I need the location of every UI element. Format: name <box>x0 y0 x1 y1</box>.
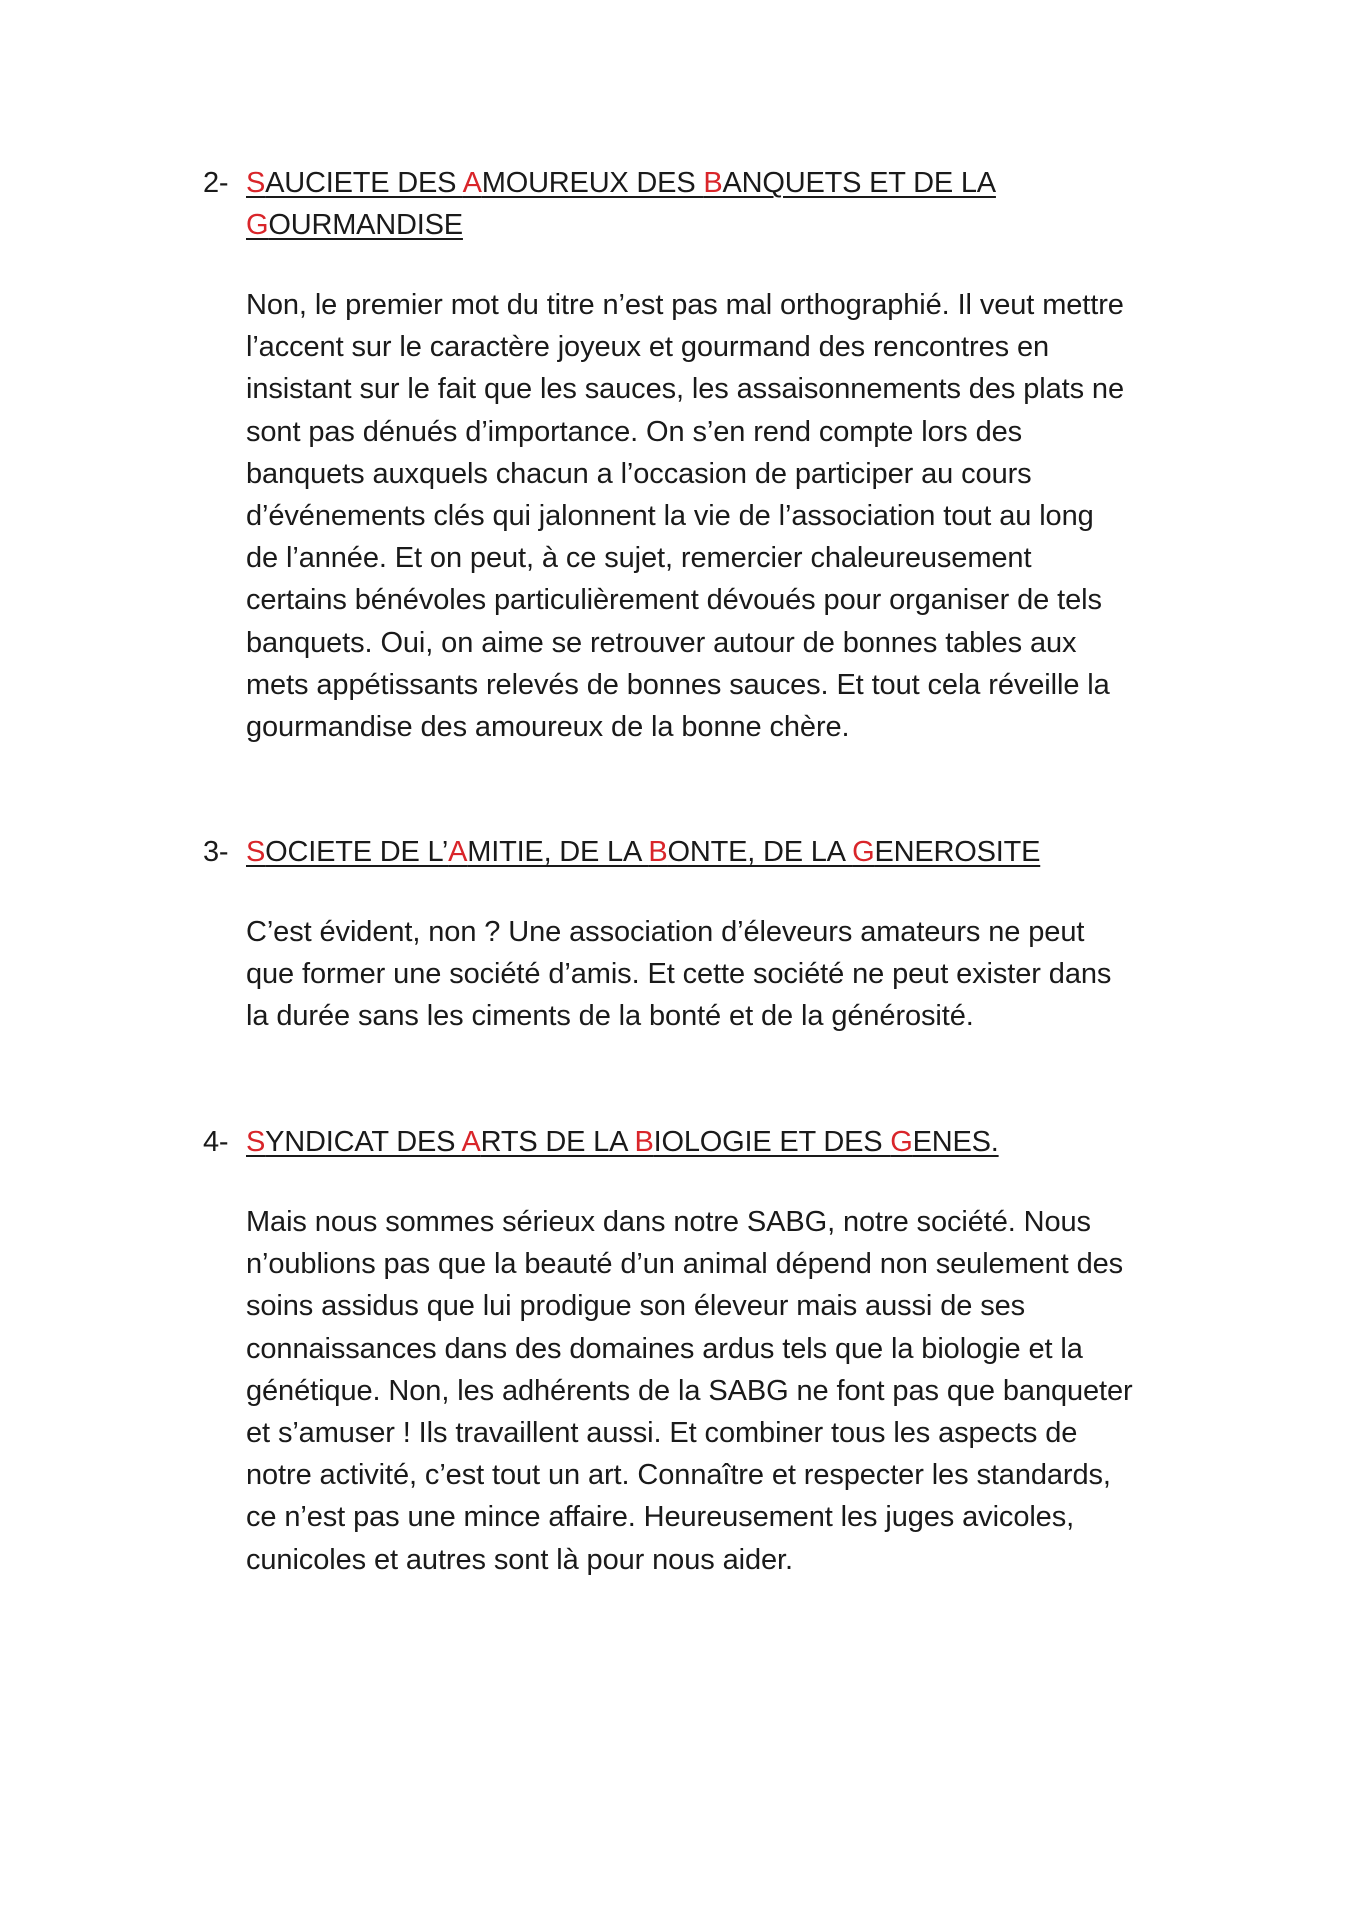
title-text: AUCIETE DES <box>265 167 463 199</box>
paragraph-line: de l’année. Et on peut, à ce sujet, remercier chaleureusement <box>246 542 1032 575</box>
section-heading <box>203 831 1203 873</box>
title-text: ENEROSITE <box>874 836 1041 868</box>
title-initial-letter: A <box>461 1126 481 1158</box>
paragraph-line: ce n’est pas une mince affaire. Heureusement les juges avicoles, <box>246 1501 1075 1534</box>
paragraph-line: insistant sur le fait que les sauces, les assaisonnements des plats ne <box>246 373 1124 406</box>
title-initial-letter: G <box>890 1126 913 1158</box>
title-text: ENES. <box>912 1126 999 1158</box>
title-initial-letter: S <box>246 1126 266 1158</box>
title-text: YNDICAT DES <box>265 1126 462 1158</box>
title-text: ANQUETS ET DE LA <box>722 167 996 199</box>
paragraph-line: que former une société d’amis. Et cette société ne peut exister dans <box>246 958 1112 991</box>
section-paragraph <box>246 284 1206 748</box>
paragraph-line: et s’amuser ! Ils travaillent aussi. Et combiner tous les aspects de <box>246 1417 1078 1450</box>
section-heading <box>203 1121 1203 1163</box>
title-initial-letter: B <box>634 1126 654 1158</box>
title-initial-letter: G <box>852 836 875 868</box>
paragraph-line: n’oublions pas que la beauté d’un animal dépend non seulement des <box>246 1248 1124 1281</box>
paragraph-line: notre activité, c’est tout un art. Connaître et respecter les standards, <box>246 1459 1111 1492</box>
title-initial-letter: S <box>246 167 266 199</box>
paragraph-line: génétique. Non, les adhérents de la SABG ne font pas que banqueter <box>246 1374 1133 1407</box>
section-title <box>246 836 1040 868</box>
paragraph-line: la durée sans les ciments de la bonté et de la générosité. <box>246 1000 974 1033</box>
paragraph-line: Mais nous sommes sérieux dans notre SABG, notre société. Nous <box>246 1206 1091 1238</box>
title-text: MITIE, DE LA <box>467 836 649 868</box>
section-heading <box>203 162 1203 246</box>
paragraph-line: certains bénévoles particulièrement dévoués pour organiser de tels <box>246 584 1102 617</box>
title-initial-letter: A <box>462 167 482 199</box>
section-4 <box>203 1121 1203 1581</box>
title-initial-letter: S <box>246 836 266 868</box>
section-number: 3- <box>203 836 229 868</box>
paragraph-line: soins assidus que lui prodigue son éleveur mais aussi de ses <box>246 1290 1026 1323</box>
section-title <box>246 1126 999 1158</box>
section-paragraph <box>246 911 1206 1038</box>
paragraph-line: Non, le premier mot du titre n’est pas mal orthographié. Il veut mettre <box>246 289 1124 321</box>
section-paragraph <box>246 1201 1206 1581</box>
title-initial-letter: G <box>246 209 269 241</box>
section-title <box>246 167 996 241</box>
title-text: OURMANDISE <box>268 209 463 241</box>
section-number: 4- <box>203 1126 229 1158</box>
title-initial-letter: A <box>448 836 468 868</box>
title-initial-letter: B <box>648 836 668 868</box>
title-text: ONTE, DE LA <box>667 836 853 868</box>
paragraph-line: sont pas dénués d’importance. On s’en rend compte lors des <box>246 415 1023 448</box>
paragraph-line: C’est évident, non ? Une association d’éleveurs amateurs ne peut <box>246 916 1085 948</box>
title-initial-letter: B <box>703 167 723 199</box>
paragraph-line: connaissances dans des domaines ardus tels que la biologie et la <box>246 1332 1083 1365</box>
paragraph-line: l’accent sur le caractère joyeux et gourmand des rencontres en <box>246 331 1050 364</box>
paragraph-line: mets appétissants relevés de bonnes sauces. Et tout cela réveille la <box>246 668 1110 701</box>
paragraph-line: banquets auxquels chacun a l’occasion de participer au cours <box>246 457 1032 490</box>
section-number: 2- <box>203 167 229 199</box>
paragraph-line: banquets. Oui, on aime se retrouver autour de bonnes tables aux <box>246 626 1077 659</box>
paragraph-line: gourmandise des amoureux de la bonne chère. <box>246 711 850 744</box>
title-text: OCIETE DE L’ <box>265 836 449 868</box>
section-3 <box>203 831 1203 1038</box>
title-text: IOLOGIE ET DES <box>653 1126 891 1158</box>
title-text: MOUREUX DES <box>481 167 704 199</box>
section-2 <box>203 162 1203 748</box>
paragraph-line: cunicoles et autres sont là pour nous aider. <box>246 1543 793 1576</box>
title-text: RTS DE LA <box>480 1126 635 1158</box>
paragraph-line: d’événements clés qui jalonnent la vie de l’association tout au long <box>246 500 1094 533</box>
